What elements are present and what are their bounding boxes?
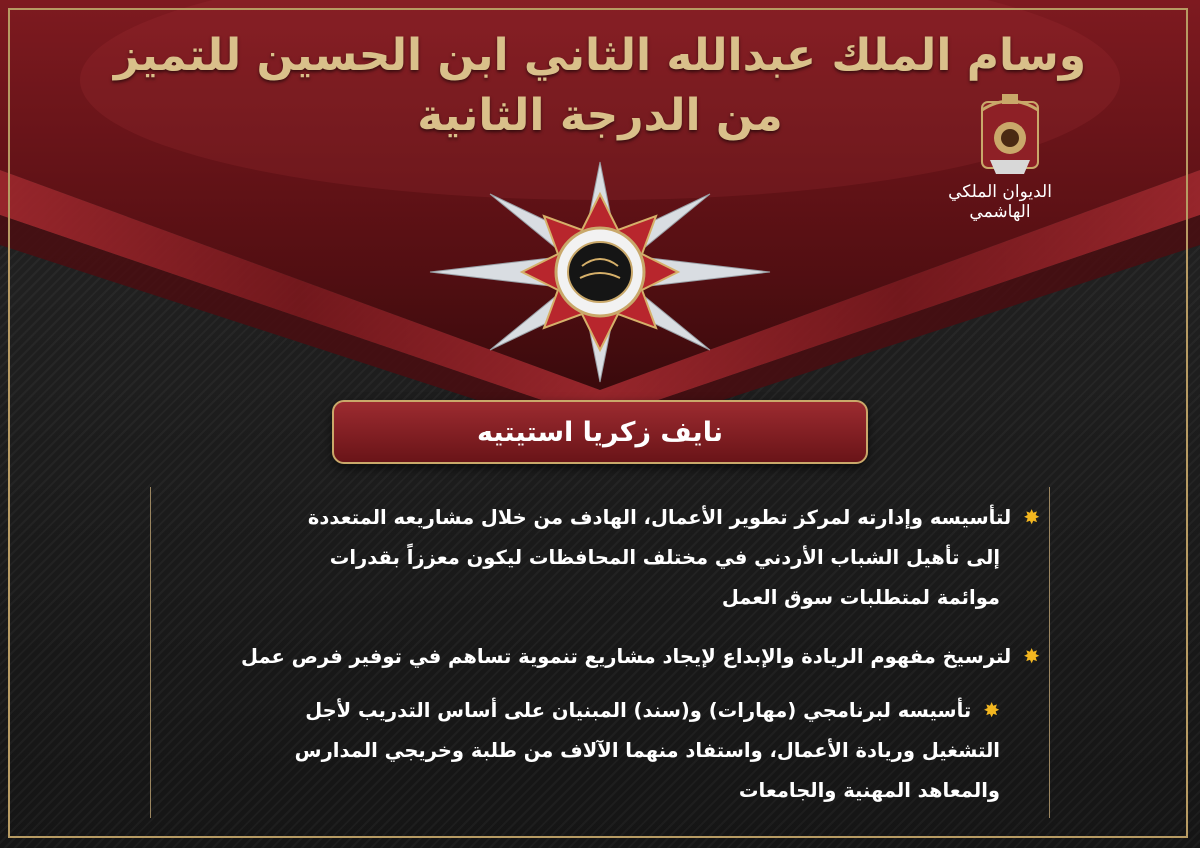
citation-item-1 [160, 497, 1040, 618]
citation-item-3 [160, 690, 1040, 811]
title-line-1: وسام الملك عبدالله الثاني ابن الحسين للتميز [113, 30, 1087, 81]
recipient-name: نايف زكريا استيتيه [477, 416, 723, 448]
citation-3-line-2: التشغيل وريادة الأعمال، واستفاد منهما الآلاف من طلبة وخريجي المدارس [294, 739, 1000, 762]
medal-icon [420, 160, 780, 390]
citation-2-line-1: لترسيخ مفهوم الريادة والإبداع لإيجاد مشاريع تنموية تساهم في توفير فرص عمل [241, 645, 1012, 668]
royal-court-label: الديوان الملكي الهاشمي [948, 182, 1052, 222]
citation-3-line-3: والمعاهد المهنية والجامعات [738, 779, 1000, 802]
recipient-name-banner [332, 400, 868, 464]
citation-1-line-3: موائمة لمتطلبات سوق العمل [721, 586, 1000, 609]
title-line-2: من الدرجة الثانية [417, 90, 783, 141]
citation-3-line-1: تأسيسه لبرنامجي (مهارات) و(سند) المبنيان على أساس التدريب لأجل [305, 699, 972, 722]
citation-item-2 [160, 636, 1040, 677]
star-burst-icon: ✸ [1023, 505, 1040, 529]
star-burst-icon: ✸ [1023, 644, 1040, 668]
citation-1-line-1: لتأسيسه وإدارته لمركز تطوير الأعمال، الهادف من خلال مشاريعه المتعددة [307, 506, 1012, 529]
citation-1-line-2: إلى تأهيل الشباب الأردني في مختلف المحافظات ليكون معززاً بقدرات [329, 546, 1000, 569]
star-burst-icon: ✸ [983, 698, 1000, 722]
